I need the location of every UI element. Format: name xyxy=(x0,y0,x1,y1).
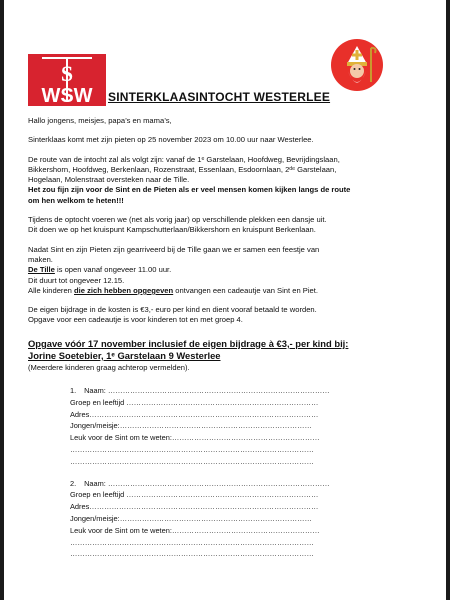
fun-fact-field[interactable]: Leuk voor de Sint om te weten:…………………………………………………… xyxy=(70,433,320,443)
entry-number: 1. xyxy=(70,386,77,396)
page-title: SINTERKLAASINTOCHT WESTERLEE xyxy=(108,90,331,104)
dance-paragraph xyxy=(28,215,436,236)
party-paragraph xyxy=(28,245,436,296)
sinterklaas-icon xyxy=(330,38,384,92)
extra-line-1[interactable]: ……………………………………………………………………………………… xyxy=(70,537,314,547)
logo-letter-s: S xyxy=(60,61,74,86)
form-entry-2 xyxy=(70,478,436,561)
wsw-logo xyxy=(28,54,106,106)
fun-fact-field[interactable]: Leuk voor de Sint om te weten:…………………………………………………… xyxy=(70,525,320,535)
party-duration: Dit duurt tot ongeveer 12.15. xyxy=(28,275,125,285)
gift-condition: die zich hebben opgegeven xyxy=(74,285,174,295)
route-bold-line-2: om hen welkom te heten!!! xyxy=(28,195,124,205)
gender-field[interactable]: Jongen/meisje:…………………………………………………………………… xyxy=(70,514,312,524)
extra-line-2[interactable]: ……………………………………………………………………………………… xyxy=(70,549,314,559)
route-line-3: Hogelaan, Molenstraat oversteken naar de Tille. xyxy=(28,175,190,185)
party-line-1: Nadat Sint en zijn Pieten zijn gearriveerd bij de Tille gaan we er samen een feestje van xyxy=(28,244,320,254)
logo-letters-wsw: WSW xyxy=(41,85,93,106)
extra-line-1[interactable]: ……………………………………………………………………………………… xyxy=(70,445,314,455)
dance-line-2: Dit doen we op het kruispunt Kampschutterlaan/Bikkershorn en kruispunt Berkenlaan. xyxy=(28,225,316,235)
route-bold-line-1: Het zou fijn zijn voor de Sint en de Pieten als er veel mensen komen kijken langs de route xyxy=(28,185,351,195)
gift-pre: Alle kinderen xyxy=(28,285,75,295)
cost-line-2: Opgave voor een cadeautje is voor kinderen tot en met groep 4. xyxy=(28,315,243,325)
group-field[interactable]: Groep en leeftijd …………………………………………………………………… xyxy=(70,397,319,407)
address-field[interactable]: Adres………………………………………………………………………………… xyxy=(70,409,319,419)
entry-number: 2. xyxy=(70,478,77,488)
cost-paragraph xyxy=(28,305,436,326)
route-line-1: De route van de intocht zal als volgt zijn: vanaf de 1ᵉ Garstelaan, Hoofdweg, Bevrijdingslaan, xyxy=(28,154,340,164)
registration-heading-2: Jorine Soetebier, 1ᵉ Garstelaan 9 Westerlee xyxy=(28,349,221,361)
arrival-text: Sinterklaas komt met zijn pieten op 25 november 2023 om 10.00 uur naar Westerlee. xyxy=(28,135,314,145)
group-field[interactable]: Groep en leeftijd …………………………………………………………………… xyxy=(70,490,319,500)
gender-field[interactable]: Jongen/meisje:…………………………………………………………………… xyxy=(70,421,312,431)
name-field[interactable]: Naam: ……………………………………………………………………………… xyxy=(84,386,330,396)
route-line-2: Bikkershorn, Hoofdweg, Berkenlaan, Rozenstraat, Essenlaan, Esdoornlaan, 2ᵈᵉ Garstelaan, xyxy=(28,164,337,174)
letter-body xyxy=(28,116,436,570)
dance-line-1: Tijdens de optocht voeren we (net als vorig jaar) op verschillende plekken een dansje uit. xyxy=(28,215,327,225)
tille-label: De Tille xyxy=(28,265,55,275)
wsw-logo-graphic xyxy=(28,54,106,106)
left-border xyxy=(0,0,4,600)
route-paragraph xyxy=(28,155,436,206)
tille-open-text: is open vanaf ongeveer 11.00 uur. xyxy=(54,265,172,275)
cost-line-1: De eigen bijdrage in de kosten is €3,- euro per kind en dient vooraf betaald te worden. xyxy=(28,305,317,315)
party-line-2: maken. xyxy=(28,254,53,264)
gift-post: ontvangen een cadeautje van Sint en Piet. xyxy=(173,285,318,295)
greeting: Hallo jongens, meisjes, papa’s en mama’s, xyxy=(28,116,172,125)
registration-heading-1: Opgave vóór 17 november inclusief de eigen bijdrage à €3,- per kind bij: xyxy=(28,337,349,349)
right-border xyxy=(446,0,450,600)
form-entry-1 xyxy=(70,385,436,468)
name-field[interactable]: Naam: ……………………………………………………………………………… xyxy=(84,478,330,488)
extra-line-2[interactable]: ……………………………………………………………………………………… xyxy=(70,456,314,466)
registration-note: (Meerdere kinderen graag achterop vermelden). xyxy=(28,362,190,372)
registration-form xyxy=(70,385,436,560)
address-field[interactable]: Adres………………………………………………………………………………… xyxy=(70,502,319,512)
